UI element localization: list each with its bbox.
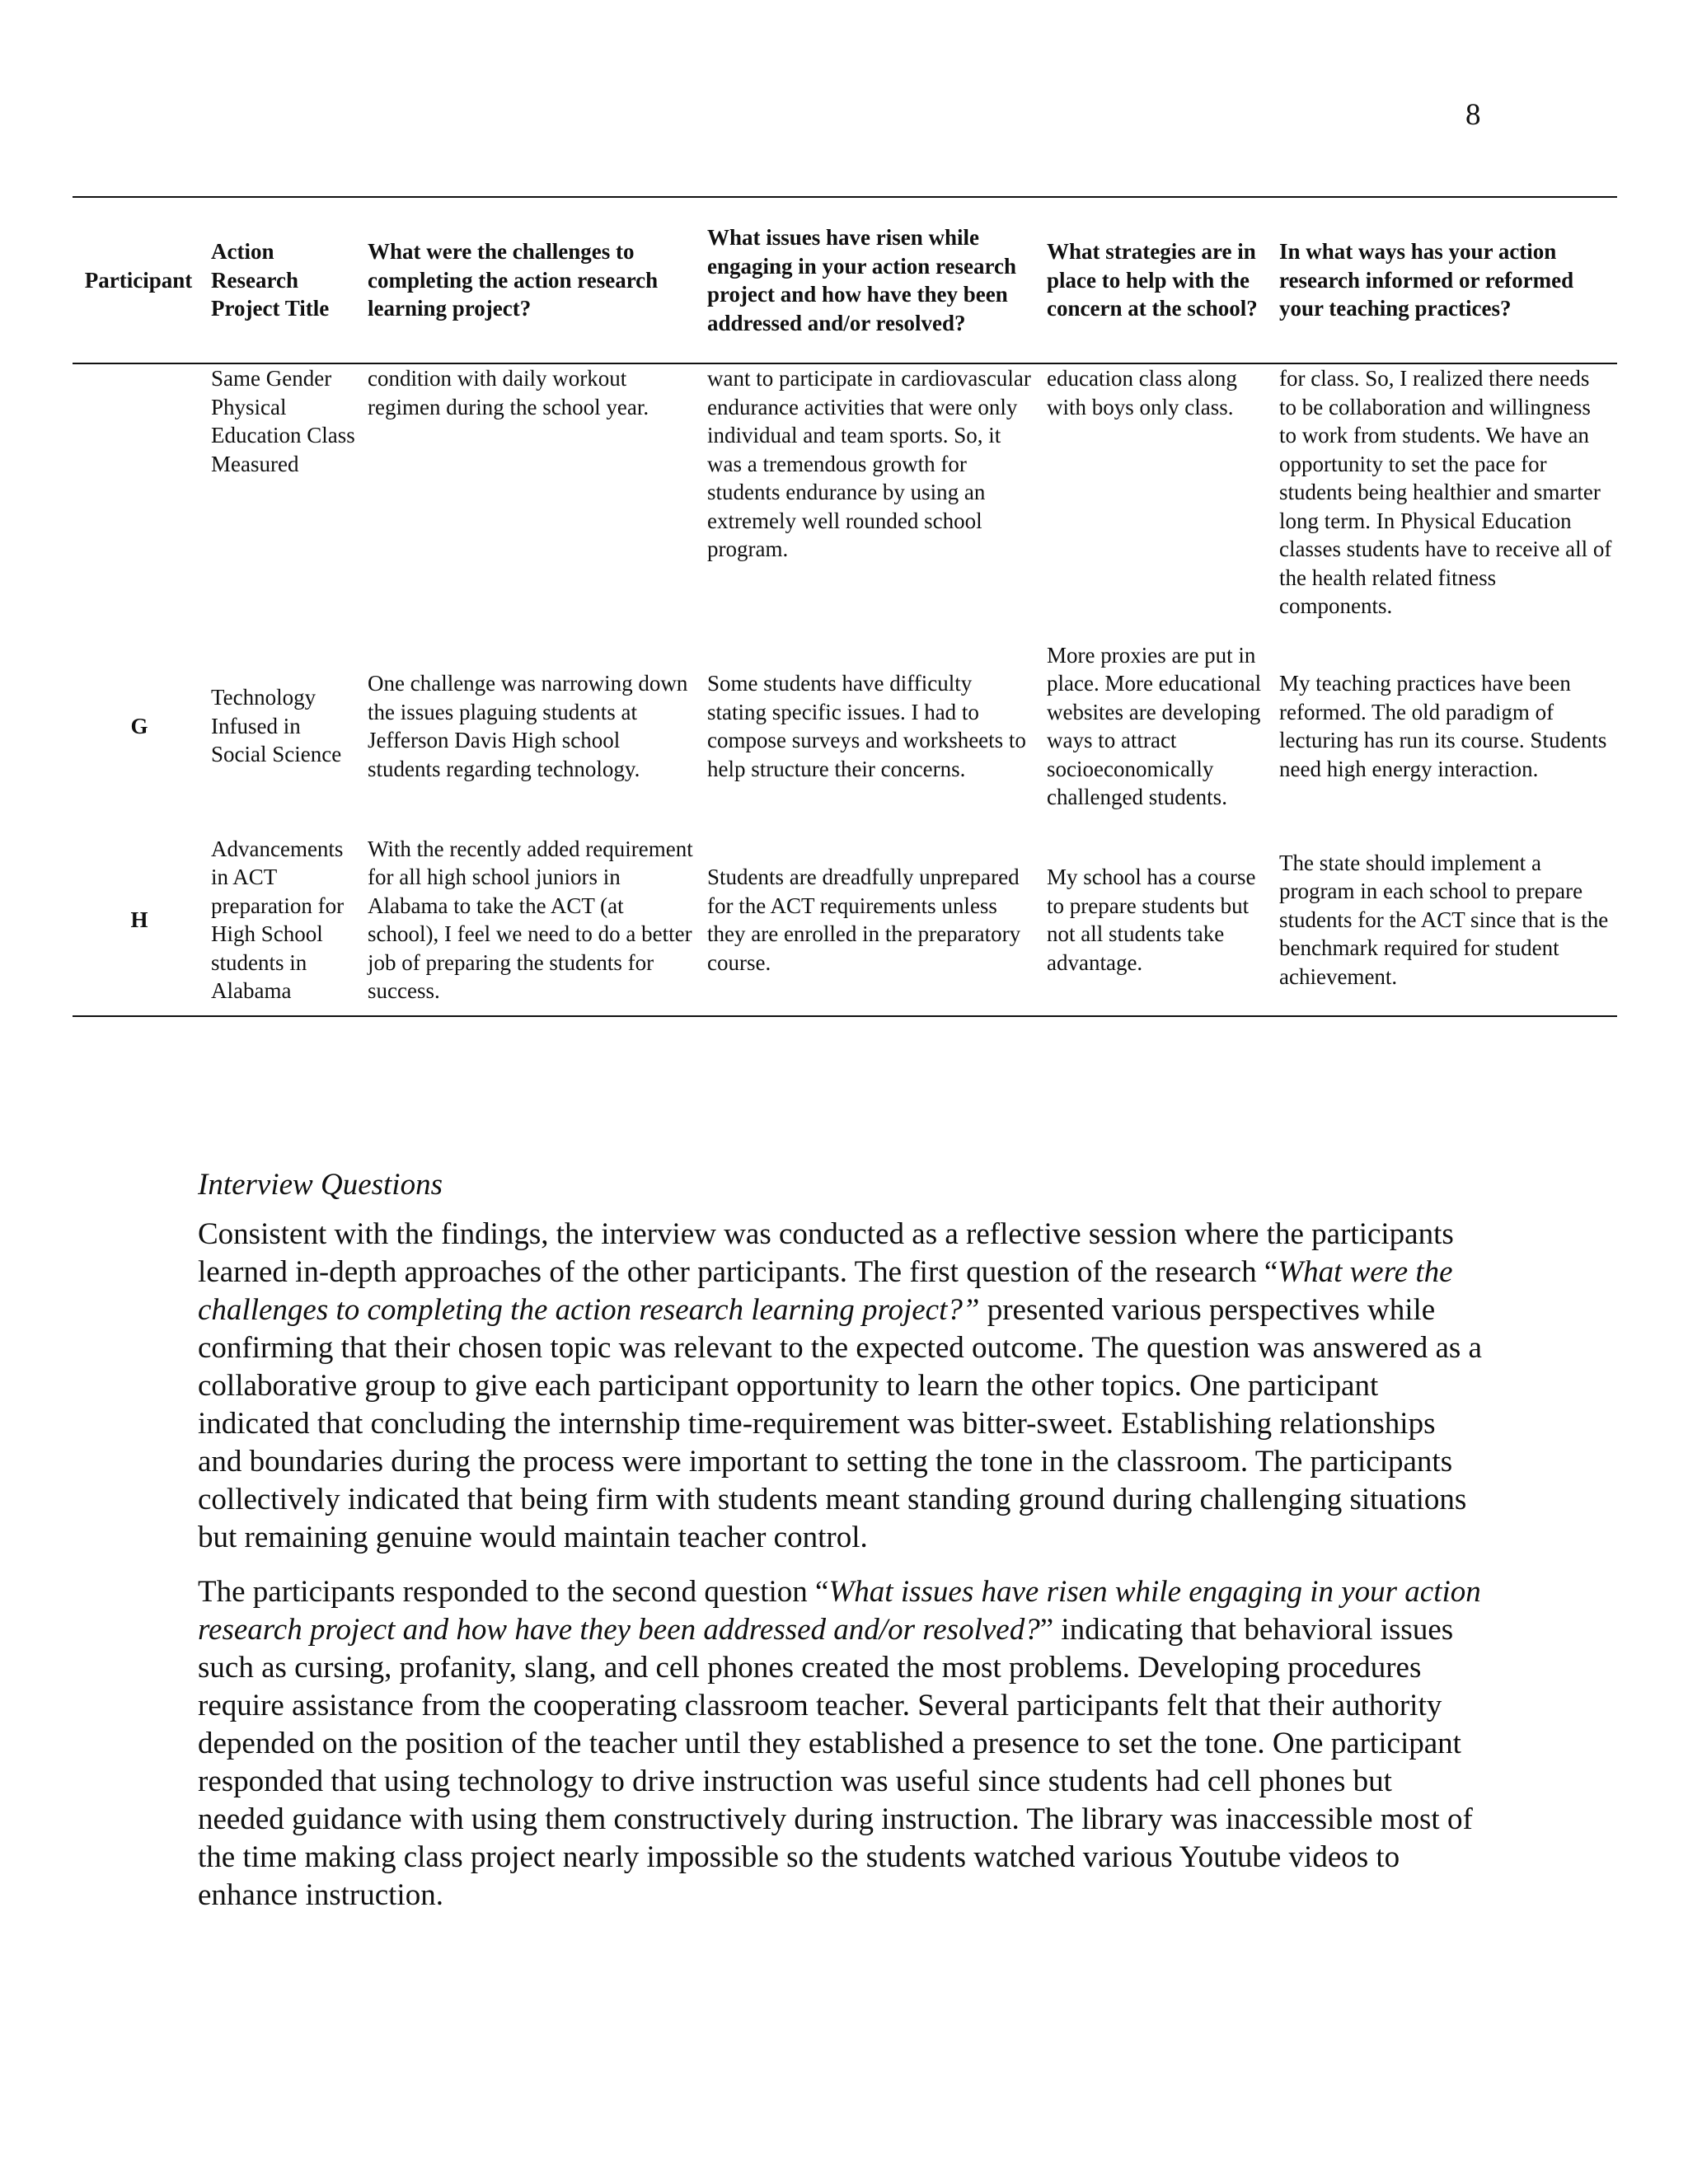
p1-text-after: presented various perspectives while confirming that their chosen topic was relevant to the expected outcome. The question was answered as a collaborative group to give each participant opportunity to learn the other topics. One participant indicated that concluding the internship time-requirement was bitter-sweet. Establishing relationships and boundaries during the process were important to setting the tone in the classroom. The participants collectively indicated that being firm with students meant standing ground during challenging situations but remaining genuine would maintain teacher control. — [198, 1293, 1482, 1554]
participant-cell: H — [73, 830, 204, 1016]
participant-cell — [73, 363, 204, 623]
table-header-row — [73, 197, 1617, 363]
section-heading: Interview Questions — [198, 1168, 443, 1202]
research-table — [73, 196, 1617, 1017]
header-practices: In what ways has your action research informed or reformed your teaching practices? — [1273, 197, 1617, 363]
header-challenges: What were the challenges to completing the action research learning project? — [361, 197, 701, 363]
p2-text-after: ” indicating that behavioral issues such as cursing, profanity, slang, and cell phones created the most problems. Developing procedures require assistance from the cooperating classroom teacher. Several participants felt that their authority depended on the position of the teacher until they established a presence to set the tone. One participant responded that using technology to drive instruction was useful since students had cell phones but needed guidance with using them constructively during instruction. The library was inaccessible most of the time making class project nearly impossible so the students watched various Youtube videos to enhance instruction. — [198, 1613, 1473, 1912]
challenges-cell: One challenge was narrowing down the issues plaguing students at Jefferson Davis High school students regarding technology. — [368, 671, 688, 781]
header-participant: Participant — [73, 197, 204, 363]
header-strategies: What strategies are in place to help with the concern at the school? — [1040, 197, 1273, 363]
p1-text-before: Consistent with the findings, the interview was conducted as a reflective session where the participants learned in-depth approaches of the other participants. The first question of the research “ — [198, 1217, 1454, 1289]
p1-quote: What were the challenges to completing the action research learning project?” — [198, 1255, 1453, 1327]
p2-quote: What issues have risen while engaging in your action research project and how have they been addressed and/or resolved? — [198, 1575, 1481, 1647]
practices-cell: My teaching practices have been reformed. The old paradigm of lecturing has run its course. Students need high energy interaction. — [1279, 671, 1607, 781]
title-cell: Same Gender Physical Education Class Measured — [211, 366, 355, 476]
page-number: 8 — [1465, 98, 1481, 132]
table-row — [73, 623, 1617, 830]
strategies-cell: More proxies are put in place. More educational websites are developing ways to attract socioeconomically challenged students. — [1047, 642, 1262, 809]
body-text — [198, 1166, 1484, 1931]
table-row — [73, 830, 1617, 1016]
challenges-cell: With the recently added requirement for all high school juniors in Alabama to take the ACT (at school), I feel we need to do a better job of preparing the students for success. — [361, 830, 701, 1016]
paragraph-2 — [198, 1573, 1484, 1915]
header-issues: What issues have risen while engaging in your action research project and how have they been addressed and/or resolved? — [701, 197, 1040, 363]
issues-cell: want to participate in cardiovascular endurance activities that were only individual and team sports. So, it was a tremendous growth for students endurance by using an extremely well rounded school program. — [707, 366, 1031, 561]
strategies-cell: education class along with boys only class. — [1047, 366, 1237, 419]
issues-cell: Some students have difficulty stating specific issues. I had to compose surveys and worksheets to help structure their concerns. — [707, 671, 1026, 781]
p2-text-before: The participants responded to the second question “ — [198, 1575, 829, 1609]
practices-cell: for class. So, I realized there needs to be collaboration and willingness to work from students. We have an opportunity to set the pace for students being healthier and smarter long term. In Physical Education classes students have to receive all of the health related fitness components. — [1279, 366, 1612, 618]
header-project-title: Action Research Project Title — [204, 197, 361, 363]
title-cell: Technology Infused in Social Science — [211, 685, 342, 767]
strategies-cell: My school has a course to prepare students but not all students take advantage. — [1040, 830, 1273, 1016]
participant-cell: G — [130, 713, 148, 738]
practices-cell: The state should implement a program in each school to prepare students for the ACT since that is the benchmark required for student achievement. — [1273, 830, 1617, 1016]
table-row — [73, 363, 1617, 623]
title-cell: Advancements in ACT preparation for High School students in Alabama — [204, 830, 361, 1016]
challenges-cell: condition with daily workout regimen during the school year. — [368, 366, 649, 419]
paragraph-1 — [198, 1216, 1484, 1557]
issues-cell: Students are dreadfully unprepared for the ACT requirements unless they are enrolled in the preparatory course. — [701, 830, 1040, 1016]
